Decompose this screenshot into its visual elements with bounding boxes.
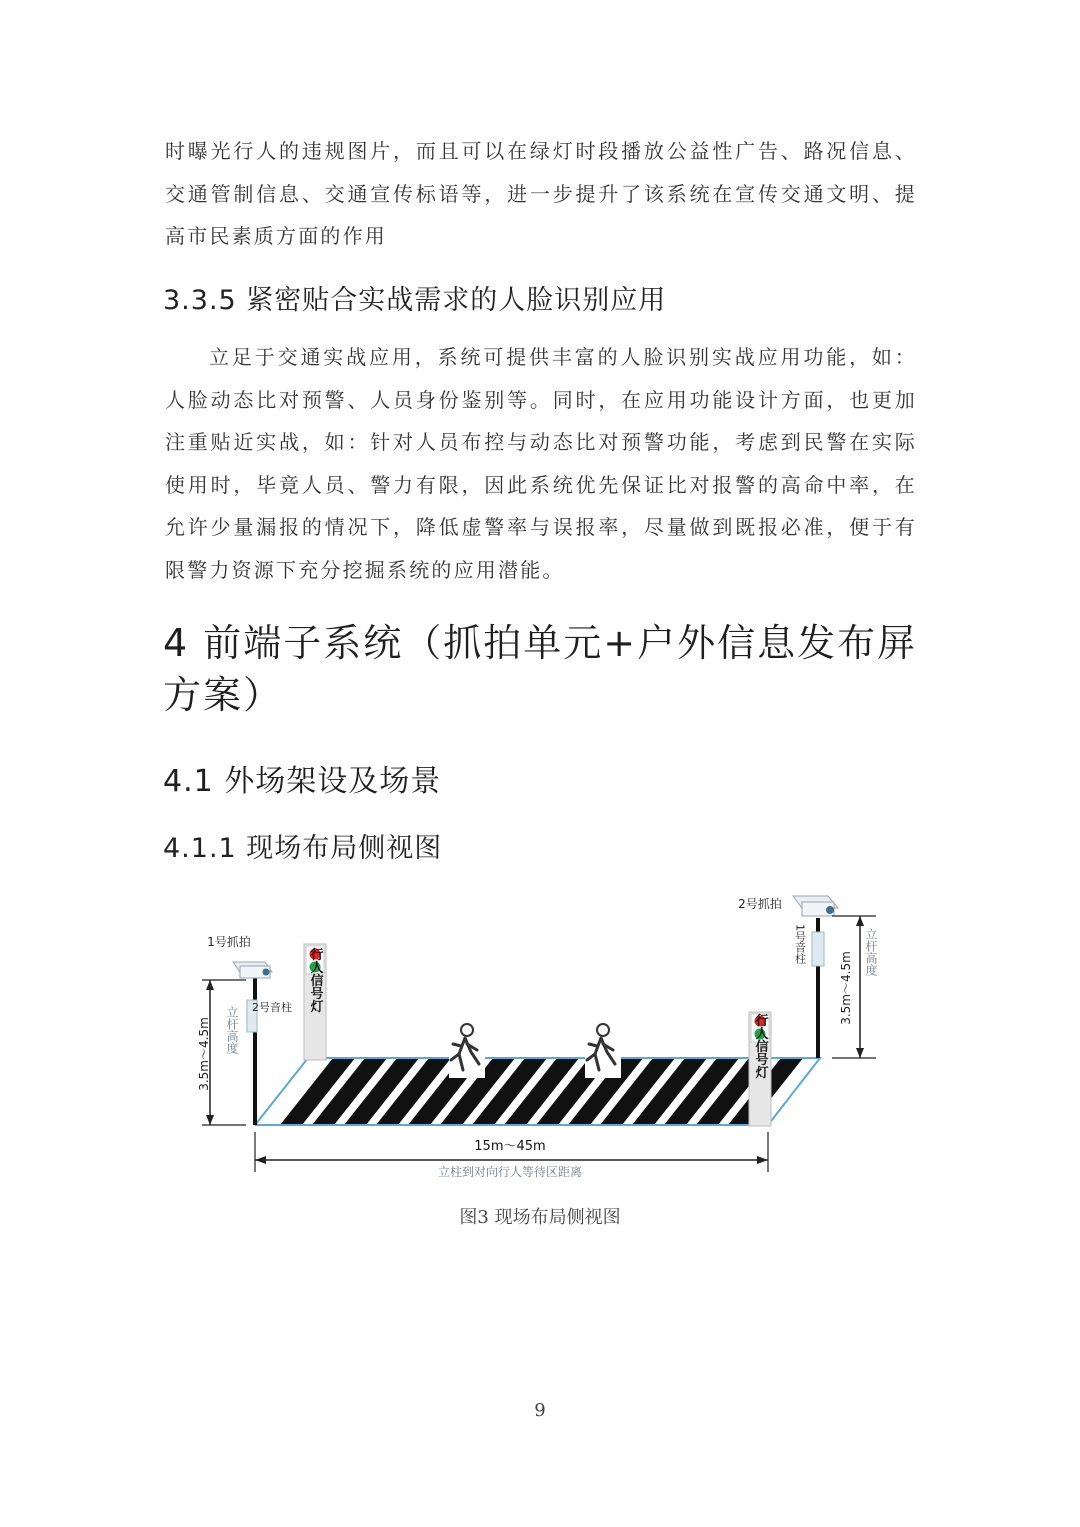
speaker1-char: 2号音柱 xyxy=(252,1001,292,1014)
right-pedestrian-signal xyxy=(749,1012,771,1126)
site-layout-side-view-figure xyxy=(180,880,900,1200)
left-signal-label: 行人信号灯 xyxy=(307,947,323,1013)
camera2-label: 2号抓拍 xyxy=(738,897,782,911)
right-height-dimension xyxy=(832,916,878,1058)
heading-4-1: 4.1 外场架设及场景 xyxy=(163,764,442,799)
right-pole-height-label: 立杆高度 xyxy=(864,928,878,976)
figure-caption: 图3 现场布局侧视图 xyxy=(459,1207,621,1228)
intro-paragraph: 时曝光行人的违规图片，而且可以在绿灯时段播放公益性广告、路况信息、交通管制信息、交通宣传标语等，进一步提升了该系统在宣传交通文明、提高市民素质方面的作用 xyxy=(165,139,917,248)
left-height-range: 3.5m～4.5m xyxy=(197,1017,211,1091)
distance-dimension xyxy=(255,1132,768,1179)
face-recognition-paragraph: 立足于交通实战应用，系统可提供丰富的人脸识别实战应用功能，如：人脸动态比对预警、人员身份鉴别等。同时，在应用功能设计方面，也更加注重贴近实战，如：针对人员布控与动态比对预警功能，考虑到民警在实际使用时，毕竟人员、警力有限，因此系统优先保证比对报警的高命中率，在允许少量漏报的情况下，降低虚警率与误报率，尽量做到既报必准，便于有限警力资源下充分挖掘系统的应用潜能。 xyxy=(165,345,917,582)
heading-4: 4 前端子系统（抓拍单元+户外信息发布屏方案） xyxy=(163,621,918,717)
speaker2-label: 1号音柱 xyxy=(793,924,807,964)
heading-4-1-1: 4.1.1 现场布局侧视图 xyxy=(163,833,443,864)
distance-label: 立柱到对向行人等待区距离 xyxy=(437,1165,583,1179)
crosswalk xyxy=(255,1058,820,1125)
camera-icon xyxy=(793,896,838,916)
camera1-label: 1号抓拍 xyxy=(207,935,251,949)
left-pole-height-label: 立杆高度 xyxy=(225,1006,239,1054)
camera-icon xyxy=(233,962,272,978)
speaker1-label xyxy=(252,1000,292,1014)
pedestrian-icon xyxy=(585,1024,621,1078)
right-signal-label: 行人信号灯 xyxy=(752,1013,768,1079)
heading-3-3-5: 3.3.5 紧密贴合实战需求的人脸识别应用 xyxy=(163,285,667,316)
page-number: 9 xyxy=(534,1400,546,1421)
right-height-range: 3.5m～4.5m xyxy=(839,951,853,1025)
left-height-dimension xyxy=(197,980,246,1125)
left-pedestrian-signal xyxy=(304,944,326,1060)
distance-range: 15m～45m xyxy=(474,1139,546,1154)
pedestrian-icon xyxy=(449,1024,485,1078)
